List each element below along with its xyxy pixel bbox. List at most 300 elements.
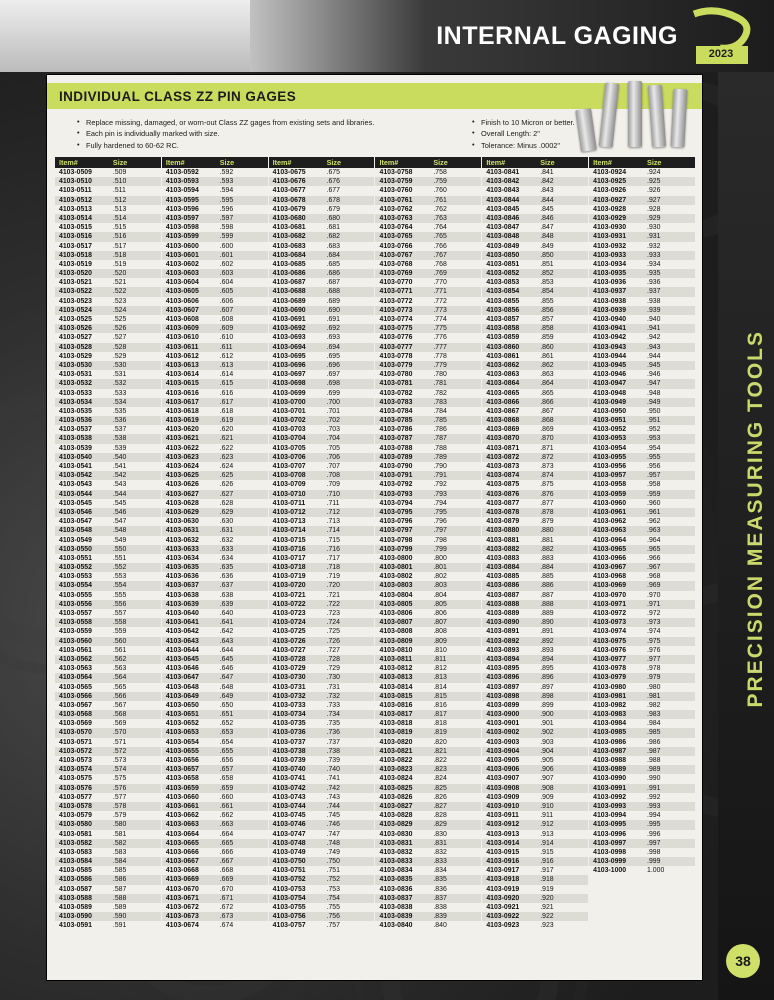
cell-item-number: 4103-0681 <box>272 224 306 232</box>
cell-size: .565 <box>112 683 127 691</box>
cell-item-number: 4103-0987 <box>593 747 627 755</box>
cell-size: .807 <box>433 619 447 627</box>
cell-item-number: 4103-0593 <box>165 178 199 186</box>
cell-item-number: 4103-0592 <box>165 169 199 176</box>
cell-size: .749 <box>326 848 340 856</box>
celebrating-year: 2023 <box>708 48 734 60</box>
table-row <box>269 471 375 480</box>
cell-size: .634 <box>219 554 234 562</box>
cell-item-number: 4103-0819 <box>379 729 413 737</box>
table-row <box>482 701 588 710</box>
cell-size: .972 <box>647 610 661 617</box>
table-row <box>482 683 588 692</box>
table-row <box>482 352 588 361</box>
cell-size: .752 <box>326 876 340 884</box>
cell-size: .850 <box>540 251 554 259</box>
cell-item-number: 4103-0947 <box>593 380 627 388</box>
table-row <box>375 609 481 618</box>
cell-item-number: 4103-0578 <box>59 802 92 810</box>
table-row <box>162 361 268 370</box>
cell-size: .716 <box>326 545 340 553</box>
cell-size: .714 <box>326 527 340 535</box>
table-row <box>589 830 695 839</box>
cell-size: .560 <box>112 637 127 645</box>
cell-size: .825 <box>433 784 447 792</box>
cell-size: .907 <box>540 775 554 783</box>
cell-item-number: 4103-0838 <box>379 904 413 911</box>
cell-size: .969 <box>647 582 661 590</box>
table-row <box>162 269 268 278</box>
table-row <box>269 637 375 646</box>
cell-item-number: 4103-0862 <box>486 361 520 369</box>
cell-size: .608 <box>219 316 234 323</box>
cell-size: .990 <box>647 775 661 783</box>
table-row <box>162 453 268 462</box>
page-number-badge: 38 <box>726 944 760 978</box>
cell-size: .766 <box>433 242 447 250</box>
cell-item-number: 4103-0944 <box>593 352 627 360</box>
table-row <box>55 609 161 618</box>
cell-size: .644 <box>219 646 234 654</box>
cell-item-number: 4103-0761 <box>379 196 413 204</box>
table-row <box>375 462 481 471</box>
table-row <box>55 214 161 223</box>
cell-size: .656 <box>219 757 234 764</box>
cell-size: .738 <box>326 747 340 755</box>
table-row <box>162 168 268 177</box>
table-row <box>269 333 375 342</box>
cell-item-number: 4103-0687 <box>272 279 306 287</box>
cell-size: .546 <box>112 508 127 516</box>
cell-item-number: 4103-0988 <box>593 757 627 764</box>
cell-size: .636 <box>219 573 234 581</box>
table-row <box>269 407 375 416</box>
cell-size: .957 <box>647 472 661 480</box>
cell-item-number: 4103-0518 <box>59 251 92 259</box>
table-row <box>162 352 268 361</box>
cell-size: .760 <box>433 187 447 195</box>
cell-item-number: 4103-0745 <box>272 812 306 820</box>
cell-size: .851 <box>540 260 554 268</box>
cell-size: .877 <box>540 499 554 507</box>
cell-size: .961 <box>647 508 661 516</box>
table-row <box>269 765 375 774</box>
cell-size: .538 <box>112 435 127 443</box>
cell-size: .925 <box>647 178 661 186</box>
table-row <box>375 683 481 692</box>
cell-size: .741 <box>326 775 340 783</box>
table-row <box>482 526 588 535</box>
cell-item-number: 4103-0861 <box>486 352 520 360</box>
table-row <box>162 232 268 241</box>
table-row <box>162 287 268 296</box>
cell-size: .892 <box>540 637 554 645</box>
table-row <box>55 389 161 398</box>
cell-size: .968 <box>647 573 661 581</box>
cell-item-number: 4103-0724 <box>272 619 306 627</box>
cell-size: .710 <box>326 490 340 498</box>
cell-item-number: 4103-0755 <box>272 904 306 911</box>
cell-item-number: 4103-0777 <box>379 343 413 351</box>
table-row <box>55 618 161 627</box>
cell-item-number: 4103-0654 <box>165 738 199 746</box>
cell-size: .689 <box>326 297 340 305</box>
cell-item-number: 4103-0981 <box>593 692 627 700</box>
cell-size: .879 <box>540 518 554 526</box>
cell-size: .832 <box>433 848 447 856</box>
table-row <box>482 444 588 453</box>
cell-item-number: 4103-0703 <box>272 426 306 434</box>
table-row <box>375 297 481 306</box>
cell-item-number: 4103-0525 <box>59 316 92 323</box>
cell-size: .841 <box>540 169 554 176</box>
table-row <box>55 572 161 581</box>
cell-size: .780 <box>433 371 447 379</box>
cell-size: .989 <box>647 766 661 774</box>
cell-size: .986 <box>647 738 661 746</box>
table-row <box>589 407 695 416</box>
cell-size: .657 <box>219 766 234 774</box>
cell-item-number: 4103-0610 <box>165 334 199 342</box>
cell-size: .814 <box>433 683 447 691</box>
cell-size: .981 <box>647 692 661 700</box>
cell-item-number: 4103-0814 <box>379 683 413 691</box>
cell-item-number: 4103-0854 <box>486 288 520 296</box>
table-row <box>589 692 695 701</box>
cell-size: .663 <box>219 821 234 829</box>
cell-size: .723 <box>326 610 340 617</box>
table-row <box>482 830 588 839</box>
cell-item-number: 4103-0521 <box>59 279 92 287</box>
cell-item-number: 4103-0661 <box>165 802 199 810</box>
table-row <box>269 324 375 333</box>
cell-item-number: 4103-0602 <box>165 260 199 268</box>
table-row <box>589 370 695 379</box>
cell-size: .950 <box>647 407 661 415</box>
cell-size: .620 <box>219 426 234 434</box>
cell-item-number: 4103-0840 <box>379 922 413 930</box>
cell-size: .975 <box>647 637 661 645</box>
cell-size: .517 <box>112 242 127 250</box>
cell-size: .984 <box>647 720 661 728</box>
table-row <box>162 398 268 407</box>
table-row <box>589 214 695 223</box>
cell-size: .598 <box>219 224 234 232</box>
cell-size: .574 <box>112 766 127 774</box>
table-row <box>55 692 161 701</box>
cell-size: .624 <box>219 463 234 470</box>
cell-size: .586 <box>112 876 127 884</box>
cell-item-number: 4103-0714 <box>272 527 306 535</box>
cell-item-number: 4103-0767 <box>379 251 413 259</box>
cell-size: .821 <box>433 747 447 755</box>
cell-size: .729 <box>326 665 340 673</box>
cell-size: .631 <box>219 527 234 535</box>
table-row <box>269 756 375 765</box>
cell-size: .983 <box>647 711 661 719</box>
table-row <box>482 793 588 802</box>
table-row <box>375 618 481 627</box>
cell-size: .649 <box>219 692 234 700</box>
cell-size: .937 <box>647 288 661 296</box>
cell-item-number: 4103-0995 <box>593 821 627 829</box>
cell-size: .855 <box>540 297 554 305</box>
cell-item-number: 4103-0751 <box>272 867 306 875</box>
cell-item-number: 4103-0999 <box>593 858 627 866</box>
cell-item-number: 4103-0932 <box>593 242 627 250</box>
table-row <box>482 490 588 499</box>
cell-item-number: 4103-0662 <box>165 812 199 820</box>
cell-size: .817 <box>433 711 447 719</box>
cell-size: .942 <box>647 334 661 342</box>
cell-size: .685 <box>326 260 340 268</box>
cell-size: .869 <box>540 426 554 434</box>
table-row <box>589 398 695 407</box>
cell-item-number: 4103-0904 <box>486 747 520 755</box>
table-row <box>162 912 268 921</box>
cell-size: .870 <box>540 435 554 443</box>
table-row <box>269 820 375 829</box>
table-row <box>55 774 161 783</box>
cell-size: .587 <box>112 885 127 893</box>
cell-size: .822 <box>433 757 447 764</box>
table-row <box>375 168 481 177</box>
cell-size: .891 <box>540 628 554 636</box>
cell-size: .998 <box>647 848 661 856</box>
cell-item-number: 4103-0582 <box>59 839 92 847</box>
cell-size: .561 <box>112 646 127 654</box>
table-row <box>55 820 161 829</box>
cell-size: .912 <box>540 821 554 829</box>
cell-size: .686 <box>326 270 340 278</box>
cell-size: .791 <box>433 472 447 480</box>
cell-size: .750 <box>326 858 340 866</box>
cell-item-number: 4103-0583 <box>59 848 92 856</box>
cell-item-number: 4103-0878 <box>486 508 520 516</box>
cell-size: .809 <box>433 637 447 645</box>
cell-size: .650 <box>219 701 234 709</box>
cell-item-number: 4103-0615 <box>165 380 199 388</box>
table-row <box>55 875 161 884</box>
cell-item-number: 4103-0915 <box>486 848 520 856</box>
cell-size: .936 <box>647 279 661 287</box>
cell-item-number: 4103-0853 <box>486 279 520 287</box>
table-row <box>482 572 588 581</box>
cell-size: .993 <box>647 802 661 810</box>
cell-size: .938 <box>647 297 661 305</box>
table-row <box>375 315 481 324</box>
table-row <box>55 196 161 205</box>
table-row <box>162 416 268 425</box>
table-row <box>482 499 588 508</box>
cell-size: .889 <box>540 610 554 617</box>
cell-item-number: 4103-0811 <box>379 655 413 663</box>
cell-item-number: 4103-0639 <box>165 600 199 608</box>
cell-item-number: 4103-0795 <box>379 508 413 516</box>
cell-size: .962 <box>647 518 661 526</box>
cell-size: .798 <box>433 536 447 544</box>
cell-size: .544 <box>112 490 127 498</box>
table-row <box>482 361 588 370</box>
table-row <box>162 738 268 747</box>
cell-item-number: 4103-0929 <box>593 214 627 222</box>
table-row <box>269 398 375 407</box>
table-row <box>269 830 375 839</box>
cell-item-number: 4103-0712 <box>272 508 306 516</box>
table-row <box>162 490 268 499</box>
cell-item-number: 4103-0561 <box>59 646 92 654</box>
cell-size: .786 <box>433 426 447 434</box>
cell-size: .617 <box>219 398 234 406</box>
cell-size: .951 <box>647 417 661 425</box>
cell-item-number: 4103-0885 <box>486 573 520 581</box>
cell-item-number: 4103-0666 <box>165 848 199 856</box>
cell-size: .859 <box>540 334 554 342</box>
table-row <box>162 379 268 388</box>
table-row <box>589 186 695 195</box>
table-row <box>269 655 375 664</box>
table-row <box>375 820 481 829</box>
cell-size: .518 <box>112 251 127 259</box>
cell-size: .667 <box>219 858 234 866</box>
cell-item-number: 4103-0935 <box>593 270 627 278</box>
cell-item-number: 4103-0816 <box>379 701 413 709</box>
table-row <box>162 545 268 554</box>
cell-item-number: 4103-0609 <box>165 325 199 333</box>
cell-size: .735 <box>326 720 340 728</box>
table-row <box>589 333 695 342</box>
cell-size: .696 <box>326 361 340 369</box>
cell-size: .605 <box>219 288 234 296</box>
cell-size: .866 <box>540 398 554 406</box>
cell-item-number: 4103-0971 <box>593 600 627 608</box>
cell-size: .643 <box>219 637 234 645</box>
cell-item-number: 4103-0839 <box>379 913 413 921</box>
cell-item-number: 4103-0523 <box>59 297 92 305</box>
cell-item-number: 4103-0545 <box>59 499 92 507</box>
table-row <box>269 490 375 499</box>
cell-item-number: 4103-0650 <box>165 701 199 709</box>
cell-size: .991 <box>647 784 661 792</box>
cell-size: .576 <box>112 784 127 792</box>
cell-item-number: 4103-0689 <box>272 297 306 305</box>
cell-size: .830 <box>433 830 447 838</box>
table-row <box>482 719 588 728</box>
cell-size: .616 <box>219 389 234 397</box>
table-row <box>375 774 481 783</box>
catalog-sheet <box>47 75 702 980</box>
cell-size: .688 <box>326 288 340 296</box>
cell-item-number: 4103-0859 <box>486 334 520 342</box>
cell-item-number: 4103-0542 <box>59 472 92 480</box>
cell-item-number: 4103-0779 <box>379 361 413 369</box>
cell-size: .593 <box>219 178 234 186</box>
table-row <box>55 333 161 342</box>
cell-size: .748 <box>326 839 340 847</box>
cell-size: .753 <box>326 885 340 893</box>
cell-size: .862 <box>540 361 554 369</box>
cell-size: .607 <box>219 306 234 314</box>
cell-item-number: 4103-0657 <box>165 766 199 774</box>
cell-size: .964 <box>647 536 661 544</box>
cell-item-number: 4103-0829 <box>379 821 413 829</box>
cell-item-number: 4103-0869 <box>486 426 520 434</box>
cell-size: .980 <box>647 683 661 691</box>
table-row <box>375 811 481 820</box>
cell-size: .776 <box>433 334 447 342</box>
cell-size: .865 <box>540 389 554 397</box>
table-row <box>482 600 588 609</box>
table-row <box>269 912 375 921</box>
table-row <box>375 343 481 352</box>
cell-size: .705 <box>326 444 340 452</box>
column-header-item: Item# <box>272 158 292 167</box>
cell-item-number: 4103-0924 <box>593 169 627 176</box>
cell-item-number: 4103-0611 <box>165 343 199 351</box>
table-row <box>589 728 695 737</box>
column-header-item: Item# <box>165 158 185 167</box>
cell-item-number: 4103-0522 <box>59 288 92 296</box>
cell-item-number: 4103-0873 <box>486 463 520 470</box>
cell-item-number: 4103-0993 <box>593 802 627 810</box>
cell-item-number: 4103-0736 <box>272 729 306 737</box>
table-row <box>482 370 588 379</box>
table-row <box>482 618 588 627</box>
cell-size: .638 <box>219 591 234 599</box>
table-row <box>162 765 268 774</box>
cell-size: .512 <box>112 196 127 204</box>
cell-item-number: 4103-0538 <box>59 435 92 443</box>
table-row <box>482 765 588 774</box>
table-row <box>162 802 268 811</box>
cell-item-number: 4103-0950 <box>593 407 627 415</box>
cell-item-number: 4103-0520 <box>59 270 92 278</box>
cell-item-number: 4103-0894 <box>486 655 520 663</box>
table-column <box>55 157 161 972</box>
cell-size: .567 <box>112 701 127 709</box>
table-row <box>375 186 481 195</box>
table-row <box>482 609 588 618</box>
cell-item-number: 4103-0737 <box>272 738 306 746</box>
cell-item-number: 4103-0651 <box>165 711 199 719</box>
table-row <box>269 554 375 563</box>
cell-size: .772 <box>433 297 447 305</box>
cell-size: .816 <box>433 701 447 709</box>
cell-size: .660 <box>219 793 234 801</box>
table-row <box>482 251 588 260</box>
cell-item-number: 4103-0636 <box>165 573 199 581</box>
table-row <box>482 848 588 857</box>
cell-item-number: 4103-0623 <box>165 453 199 461</box>
table-row <box>482 306 588 315</box>
cell-size: .719 <box>326 573 340 581</box>
table-row <box>375 655 481 664</box>
cell-item-number: 4103-0530 <box>59 361 92 369</box>
table-row <box>162 591 268 600</box>
cell-item-number: 4103-0517 <box>59 242 92 250</box>
table-row <box>269 811 375 820</box>
table-row <box>375 407 481 416</box>
table-row <box>269 508 375 517</box>
table-row <box>482 655 588 664</box>
cell-item-number: 4103-0699 <box>272 389 306 397</box>
table-row <box>269 545 375 554</box>
table-row <box>55 168 161 177</box>
cell-size: .952 <box>647 426 661 434</box>
cell-size: .864 <box>540 380 554 388</box>
cell-size: .994 <box>647 812 661 820</box>
cell-item-number: 4103-0948 <box>593 389 627 397</box>
